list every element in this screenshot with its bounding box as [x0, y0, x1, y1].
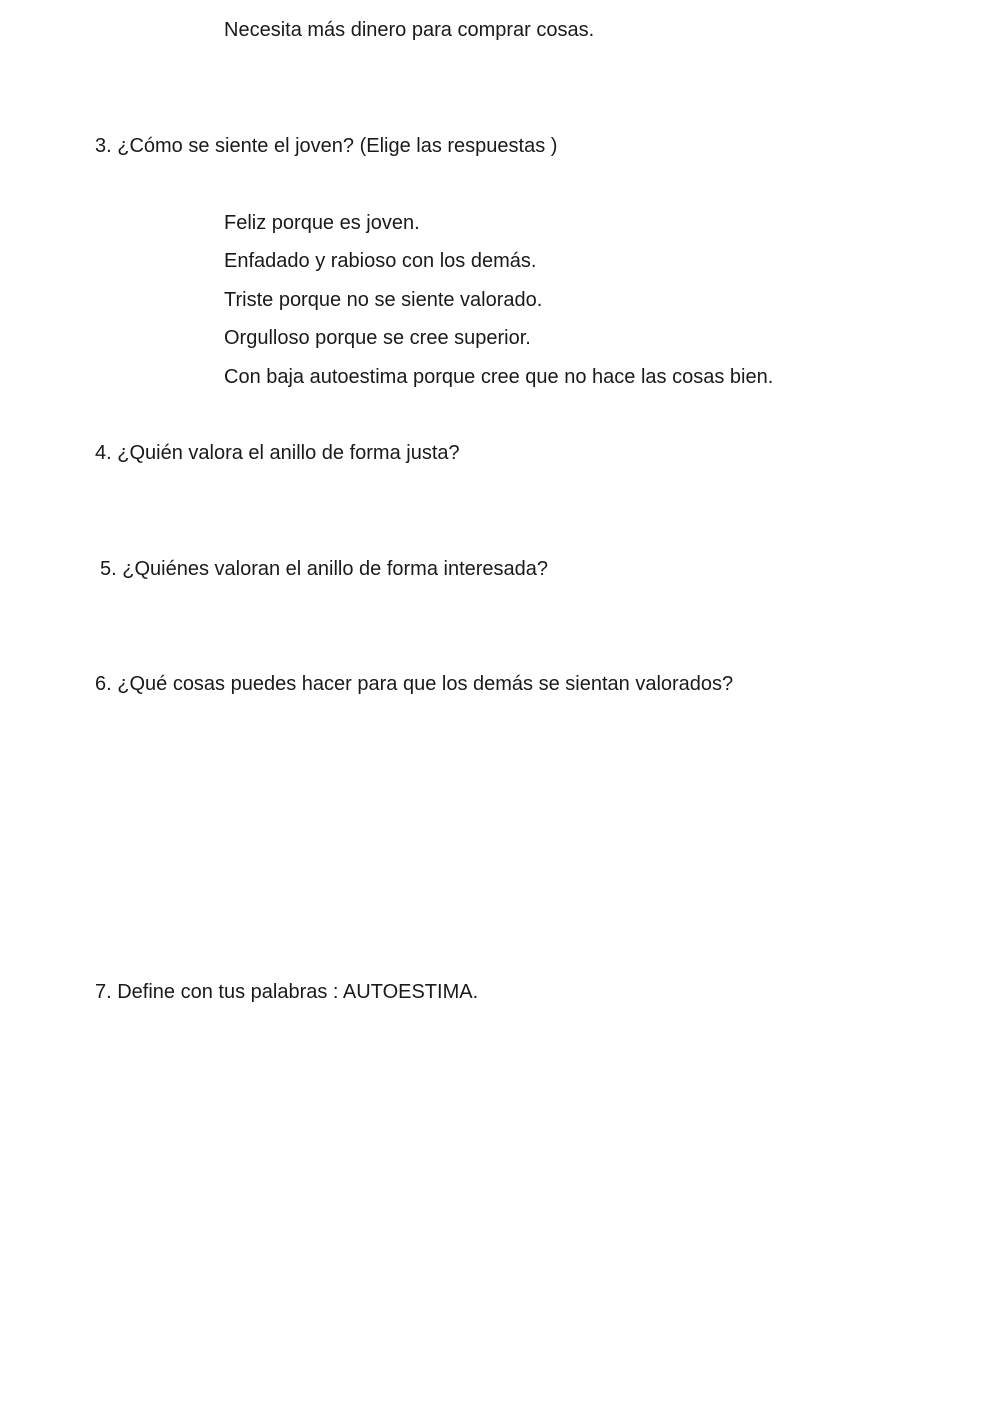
question-6: 6. ¿Qué cosas puedes hacer para que los demás se sientan valorados? [95, 673, 734, 695]
q3-option-proud[interactable]: Orgulloso porque se cree superior. [224, 327, 531, 349]
q2-option-more-money[interactable]: Necesita más dinero para comprar cosas. [224, 19, 595, 41]
question-7: 7. Define con tus palabras : AUTOESTIMA. [95, 981, 479, 1003]
q3-option-sad[interactable]: Triste porque no se siente valorado. [224, 289, 543, 311]
q3-option-happy[interactable]: Feliz porque es joven. [224, 212, 420, 234]
question-5: 5. ¿Quiénes valoran el anillo de forma interesada? [100, 558, 549, 580]
q3-option-angry[interactable]: Enfadado y rabioso con los demás. [224, 250, 537, 272]
q3-option-low-self-esteem[interactable]: Con baja autoestima porque cree que no hace las cosas bien. [224, 366, 774, 388]
question-4: 4. ¿Quién valora el anillo de forma justa? [95, 442, 460, 464]
question-3: 3. ¿Cómo se siente el joven? (Elige las respuestas ) [95, 135, 558, 157]
